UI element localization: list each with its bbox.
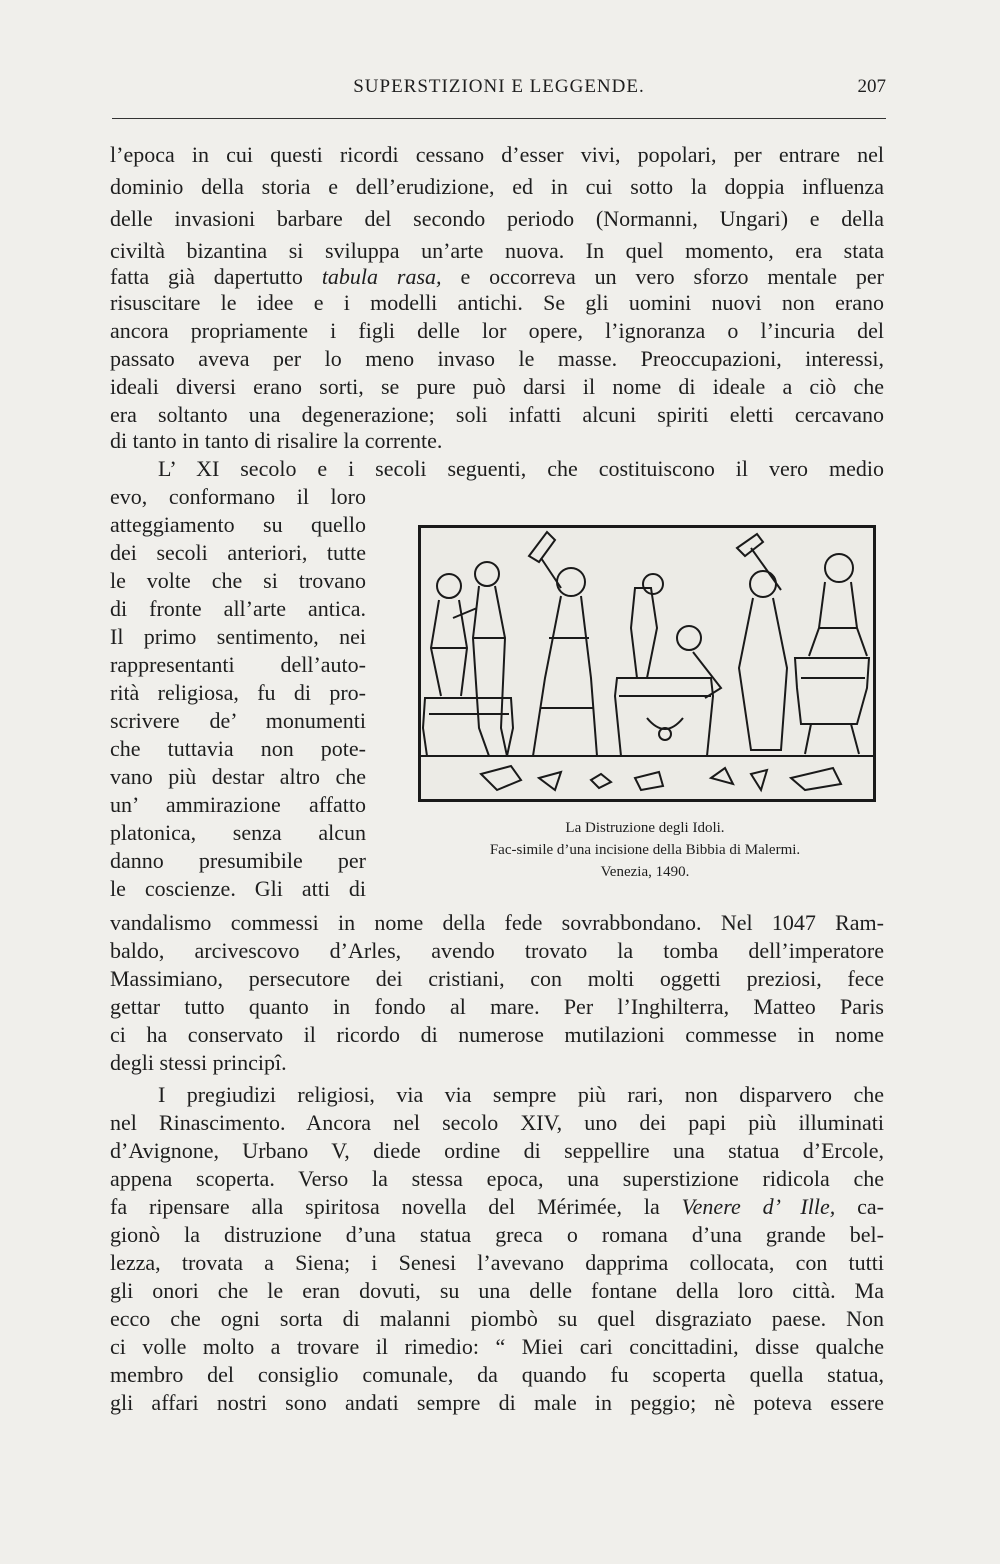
text-line: ideali diversi erano sorti, se pure può darsi il nome di ideale a ciò che bbox=[110, 374, 884, 399]
text-line: gettar tutto quanto in fondo al mare. Per l’Inghilterra, Matteo Paris bbox=[110, 994, 884, 1019]
wrap-line: di fronte all’arte antica. bbox=[110, 596, 366, 621]
wrap-line: rità religiosa, fu di pro- bbox=[110, 680, 366, 705]
axe-right bbox=[737, 534, 763, 556]
wrap-line: un’ ammirazione affatto bbox=[110, 792, 366, 817]
page-header bbox=[112, 76, 886, 106]
running-title: SUPERSTIZIONI E LEGGENDE. bbox=[353, 76, 645, 97]
text-line: di tanto in tanto di risalire la corrente. bbox=[110, 428, 443, 453]
text-span: e occorreva un vero sforzo mentale per bbox=[460, 264, 884, 289]
wrap-line: atteggiamento su quello bbox=[110, 512, 366, 537]
text-line: baldo, arcivescovo d’Arles, avendo trovato la tomba dell’imperatore bbox=[110, 938, 884, 963]
italic-title: Venere d’ Ille, bbox=[681, 1194, 836, 1219]
text-span: ca- bbox=[857, 1194, 884, 1219]
right-idol-head bbox=[825, 554, 853, 582]
wrap-line: Il primo sentimento, nei bbox=[110, 624, 366, 649]
page-number: 207 bbox=[857, 76, 886, 97]
woodcut-illustration bbox=[418, 525, 876, 802]
paragraph-first-line: I pregiudizi religiosi, via via sempre più rari, non disparvero che bbox=[158, 1082, 884, 1107]
left-idol-head bbox=[437, 574, 461, 598]
text-line: appena scoperta. Verso la stessa epoca, una superstizione ridicola che bbox=[110, 1166, 884, 1191]
wrap-line: le volte che si trovano bbox=[110, 568, 366, 593]
text-line: l’epoca in cui questi ricordi cessano d’esser vivi, popolari, per entrare nel bbox=[110, 142, 884, 167]
left-pedestal bbox=[423, 698, 513, 756]
central-man-robe bbox=[533, 596, 597, 756]
text-line: gionò la distruzione d’una statua greca o romana d’una grande bel- bbox=[110, 1222, 884, 1247]
header-rule bbox=[112, 118, 886, 119]
figure-caption-date: Venezia, 1490. bbox=[600, 864, 690, 880]
severed-head bbox=[677, 626, 701, 650]
figure-caption-source: Fac-simile d’una incisione della Bibbia di Malermi. bbox=[489, 842, 801, 858]
italic-term: tabula rasa, bbox=[321, 264, 442, 289]
text-line: gli onori che le eran dovuti, su una delle fontane della loro città. Ma bbox=[110, 1278, 884, 1303]
text-line bbox=[110, 1194, 884, 1220]
falling-idol bbox=[631, 588, 657, 678]
wrap-line: rappresentanti dell’auto- bbox=[110, 652, 366, 677]
text-line: membro del consiglio comunale, da quando fu scoperta quella statua, bbox=[110, 1362, 884, 1387]
right-man-robe bbox=[739, 598, 787, 750]
text-line: ci ha conservato il ricordo di numerose mutilazioni commesse in nome bbox=[110, 1022, 884, 1047]
wrap-line: platonica, senza alcun bbox=[110, 820, 366, 845]
text-line: d’Avignone, Urbano V, diede ordine di seppellire una statua d’Ercole, bbox=[110, 1138, 884, 1163]
text-line: delle invasioni barbare del secondo periodo (Normanni, Ungari) e della bbox=[110, 206, 884, 231]
text-line: lezza, trovata a Siena; i Senesi l’avevano dapprima collocata, con tutti bbox=[110, 1250, 884, 1275]
text-line: nel Rinascimento. Ancora nel secolo XIV, uno dei papi più illuminati bbox=[110, 1110, 884, 1135]
text-line: era soltanto una degenerazione; soli infatti alcuni spiriti eletti cercavano bbox=[110, 402, 884, 427]
text-line: passato aveva per lo meno invaso le masse. Preoccupazioni, interessi, bbox=[110, 346, 884, 371]
text-line: vandalismo commessi in nome della fede sovrabbondano. Nel 1047 Ram- bbox=[110, 910, 884, 935]
wrap-line: evo, conformano il loro bbox=[110, 484, 366, 509]
text-line: ecco che ogni sorta di malanni piombò su quel disgraziato paese. Non bbox=[110, 1306, 884, 1331]
text-line: ci volle molto a trovare il rimedio: “ Miei cari concittadini, disse qualche bbox=[110, 1334, 884, 1359]
text-line: gli affari nostri sono andati sempre di male in peggio; nè poteva essere bbox=[110, 1390, 884, 1415]
wrap-line: scrivere de’ monumenti bbox=[110, 708, 366, 733]
text-line: ancora propriamente i figli delle lor opere, l’ignoranza o l’incuria del bbox=[110, 318, 884, 343]
text-line: risuscitare le idee e i modelli antichi. Se gli uomini nuovi non erano bbox=[110, 290, 884, 315]
central-man-head bbox=[557, 568, 585, 596]
paragraph-first-line: L’ XI secolo e i secoli seguenti, che costituiscono il vero medio bbox=[158, 456, 884, 481]
text-line: dominio della storia e dell’erudizione, ed in cui sotto la doppia influenza bbox=[110, 174, 884, 199]
wrap-line: danno presumibile per bbox=[110, 848, 366, 873]
right-man-head bbox=[750, 571, 776, 597]
altar bbox=[615, 678, 713, 756]
right-pedestal bbox=[795, 658, 869, 724]
text-line: civiltà bizantina si sviluppa un’arte nuova. In quel momento, era stata bbox=[110, 238, 884, 263]
right-idol-body bbox=[809, 582, 867, 656]
figure-caption-title: La Distruzione degli Idoli. bbox=[565, 820, 725, 836]
man-left-head bbox=[475, 562, 499, 586]
wrap-line: vano più destar altro che bbox=[110, 764, 366, 789]
axe-left bbox=[529, 532, 555, 562]
wrap-line: che tuttavia non pote- bbox=[110, 736, 366, 761]
debris bbox=[481, 766, 521, 790]
woodcut-drawing bbox=[421, 528, 873, 799]
text-line bbox=[110, 264, 884, 290]
text-line: degli stessi principî. bbox=[110, 1050, 287, 1075]
text-span: fatta già dapertutto bbox=[110, 264, 303, 289]
text-line: Massimiano, persecutore dei cristiani, con molti oggetti preziosi, fece bbox=[110, 966, 884, 991]
wrap-line: le coscienze. Gli atti di bbox=[110, 876, 366, 901]
text-span: fa ripensare alla spiritosa novella del Mérimée, la bbox=[110, 1194, 660, 1219]
wrap-line: dei secoli anteriori, tutte bbox=[110, 540, 366, 565]
